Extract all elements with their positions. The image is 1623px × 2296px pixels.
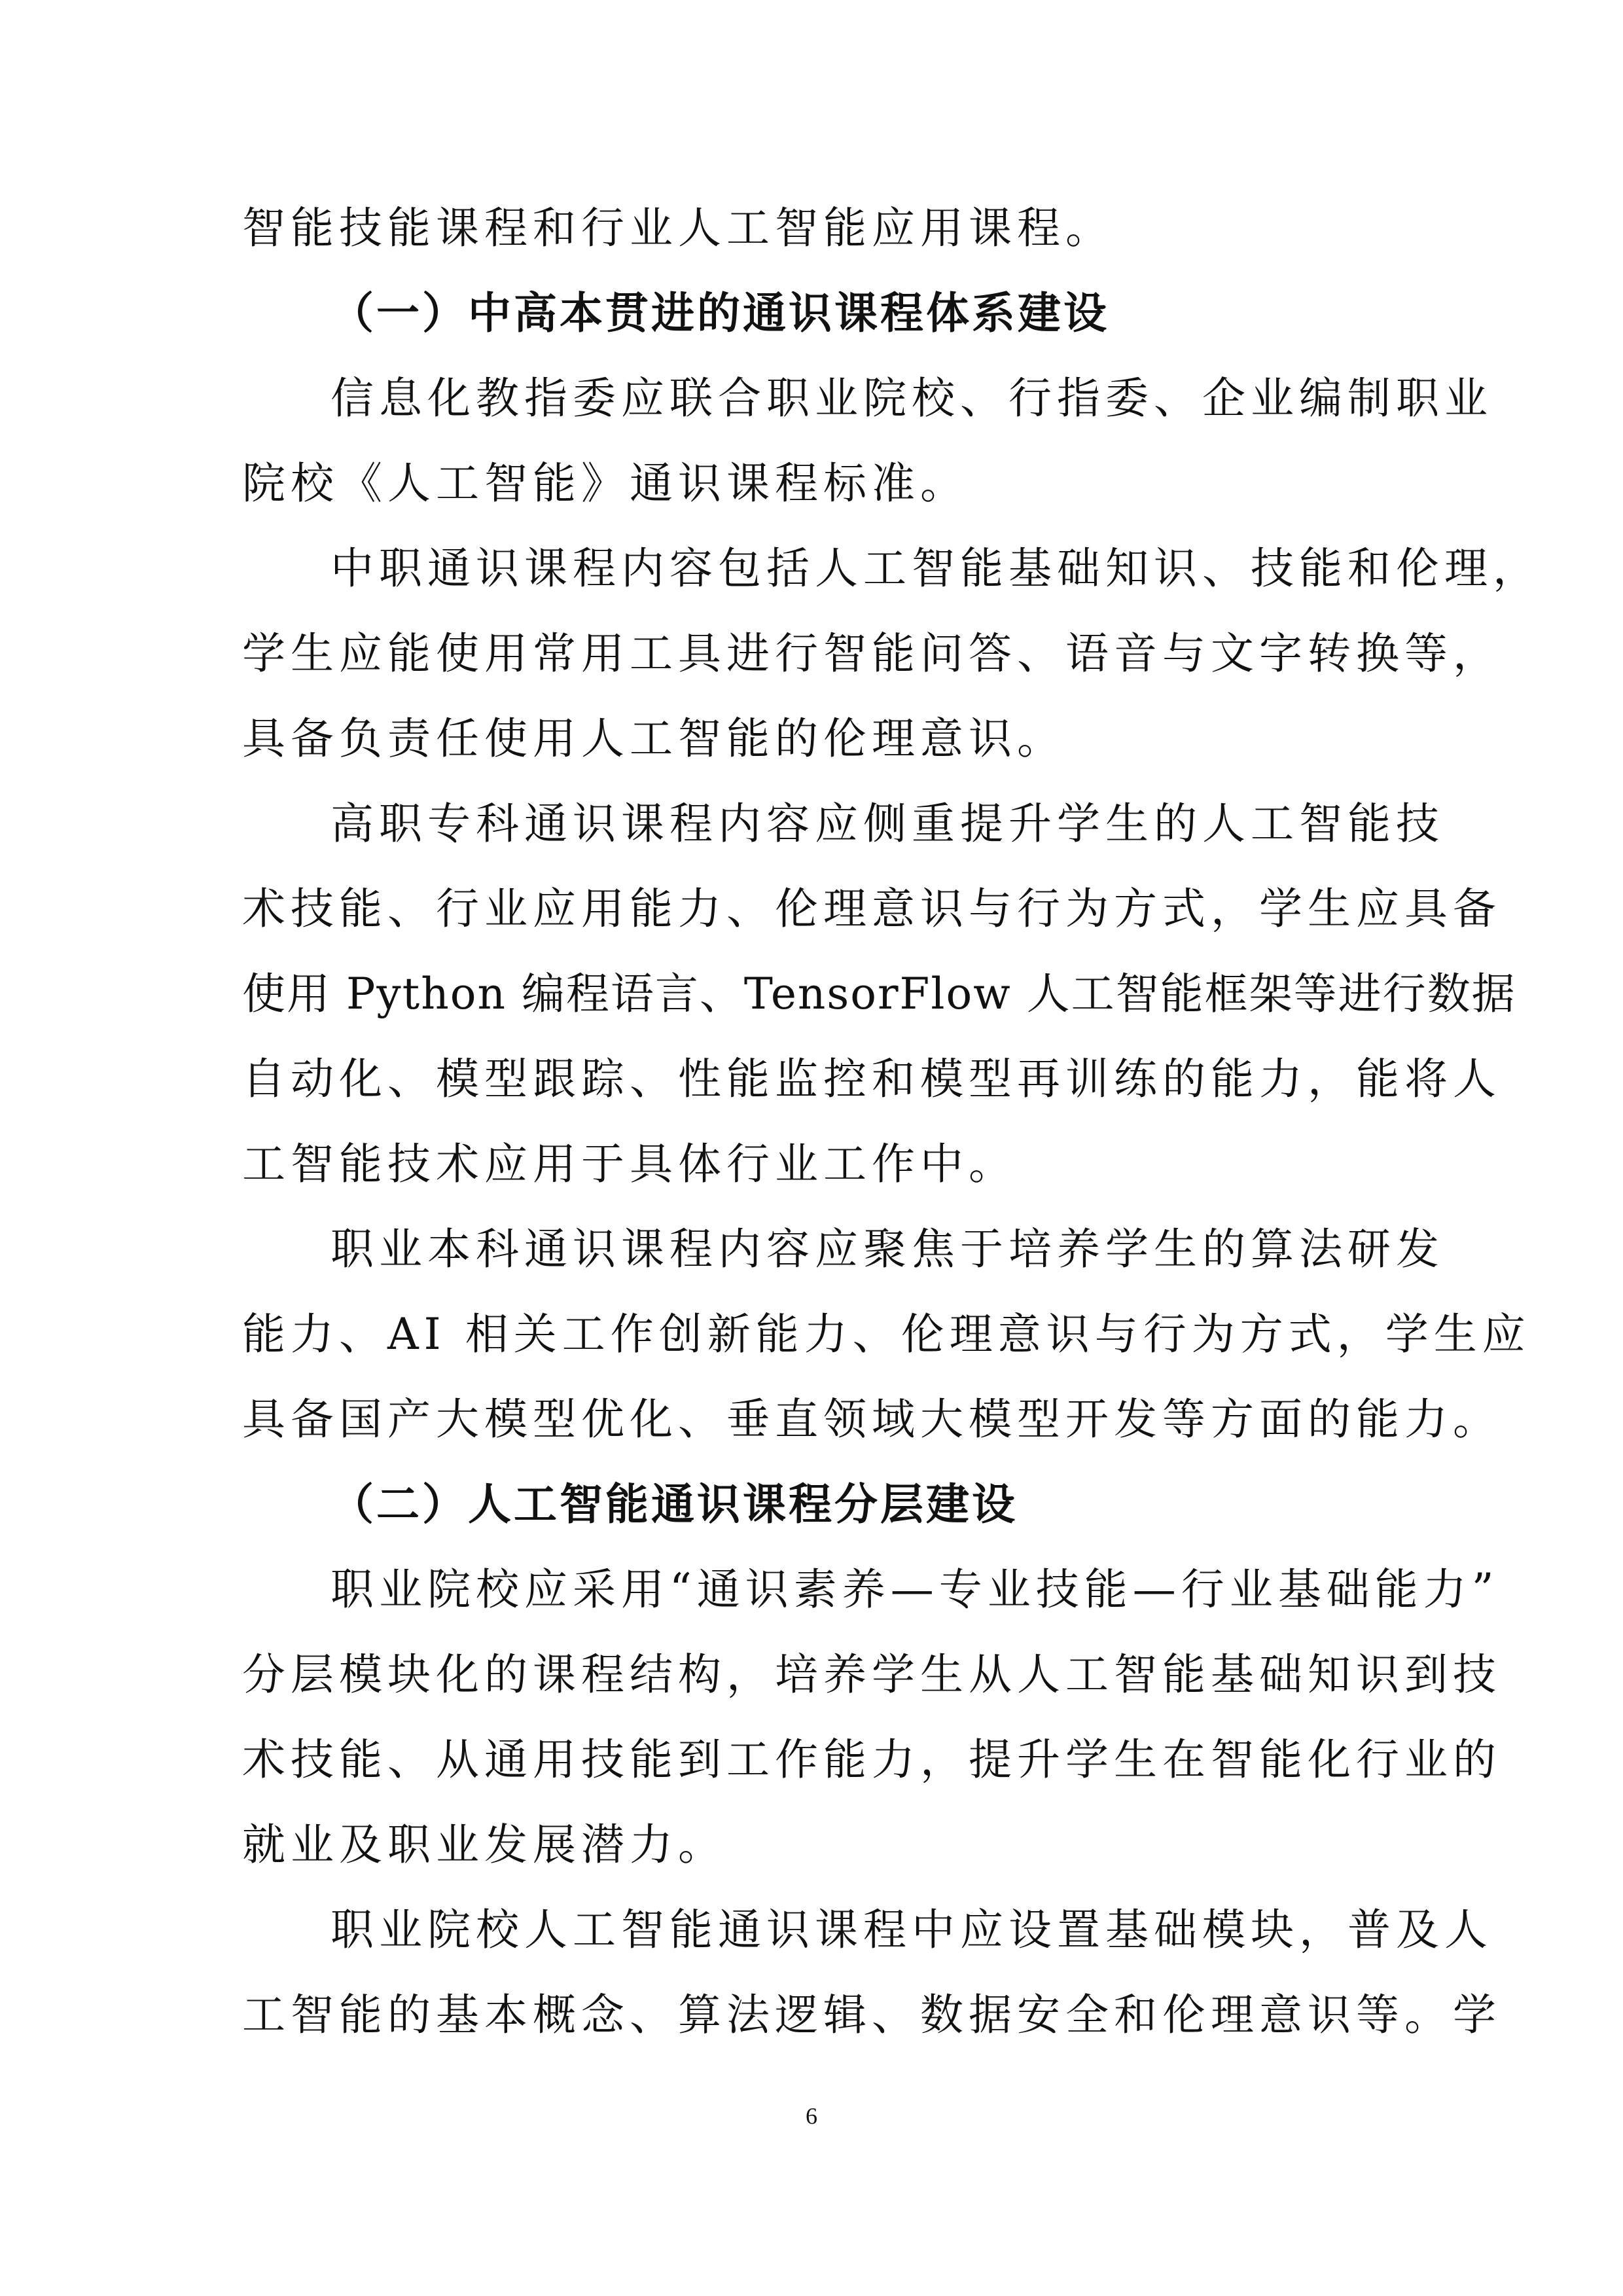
text-line: 信息化教指委应联合职业院校、行指委、企业编制职业: [330, 373, 1493, 423]
text-line: 职业院校应采用“通识素养—专业技能—行业基础能力”: [330, 1564, 1499, 1615]
text-line: 就业及职业发展潜力。: [242, 1820, 726, 1870]
text-line: 工智能技术应用于具体行业工作中。: [242, 1139, 1017, 1189]
text-line: 自动化、模型跟踪、性能监控和模型再训练的能力，能将人: [242, 1054, 1501, 1104]
text-line: 使用 Python 编程语言、TensorFlow 人工智能框架等进行数据: [242, 969, 1516, 1019]
text-line: 具备负责任使用人工智能的伦理意识。: [242, 713, 1065, 764]
text-line: 中职通识课程内容包括人工智能基础知识、技能和伦理，: [330, 543, 1541, 594]
text-line: 术技能、行业应用能力、伦理意识与行为方式，学生应具备: [242, 884, 1501, 934]
text-line: 职业本科通识课程内容应聚焦于培养学生的算法研发: [330, 1224, 1444, 1274]
text-line: 具备国产大模型优化、垂直领域大模型开发等方面的能力。: [242, 1394, 1501, 1444]
text-line: 高职专科通识课程内容应侧重提升学生的人工智能技: [330, 798, 1444, 849]
text-line: 分层模块化的课程结构，培养学生从人工智能基础知识到技: [242, 1649, 1501, 1700]
section-heading-2: （二）人工智能通识课程分层建设: [330, 1479, 1018, 1530]
text-line: 职业院校人工智能通识课程中应设置基础模块，普及人: [330, 1905, 1493, 1955]
text-line: 院校《人工智能》通识课程标准。: [242, 458, 969, 509]
text-line: 智能技能课程和行业人工智能应用课程。: [242, 203, 1114, 253]
page-number: 6: [806, 2103, 817, 2129]
section-heading-1: （一）中高本贯进的通识课程体系建设: [330, 288, 1109, 338]
text-line: 术技能、从通用技能到工作能力，提升学生在智能化行业的: [242, 1734, 1501, 1785]
text-line: 能力、AI 相关工作创新能力、伦理意识与行为方式，学生应: [242, 1309, 1531, 1359]
text-line: 工智能的基本概念、算法逻辑、数据安全和伦理意识等。学: [242, 1990, 1501, 2040]
text-line: 学生应能使用常用工具进行智能问答、语音与文字转换等，: [242, 628, 1501, 679]
